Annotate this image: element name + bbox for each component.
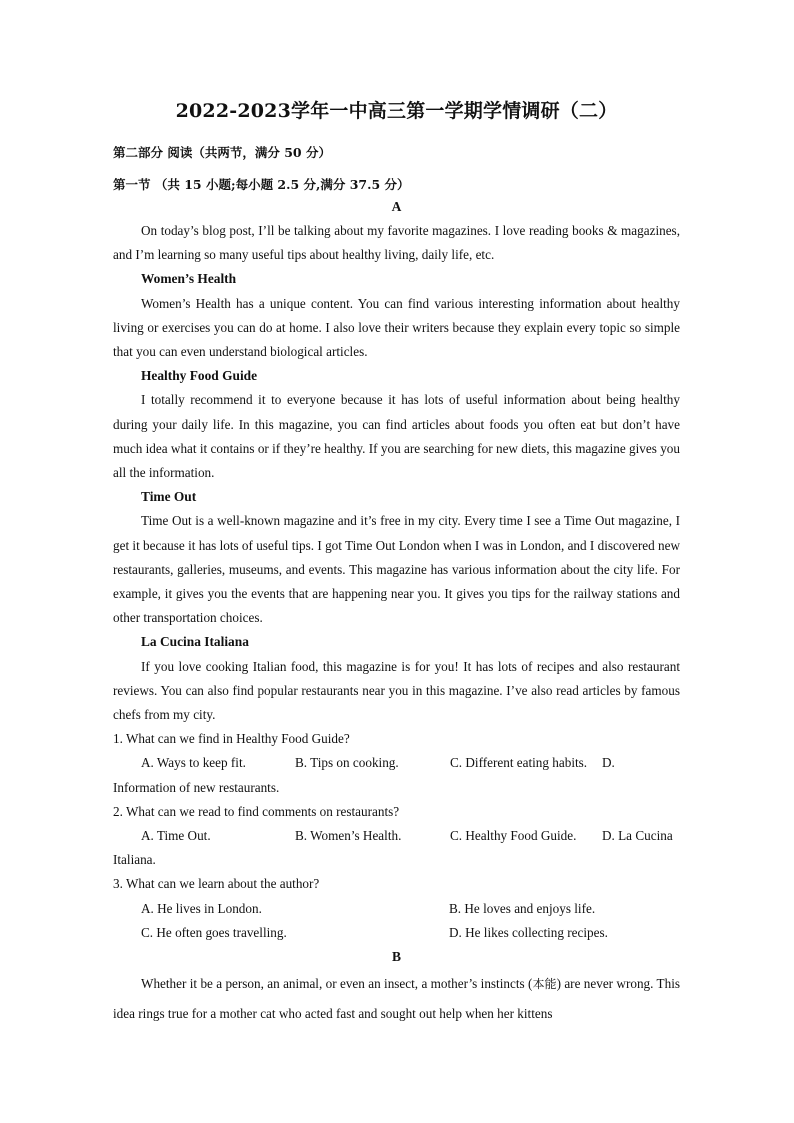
paragraph-time-out: Time Out is a well-known magazine and it’s free in my city. Every time I see a Time Out magazine, I get it because it has lots of useful tips. I got Time Out London when I was in London, and I discovered new restaurants, galleries, museums, and events. This magazine has various information about the city life. For example, it gives you the events that are happening near you. It gives you tips for the railway stations and other transportation choices. <box>113 513 680 626</box>
question-1-options <box>113 751 680 775</box>
magazine-heading-healthy-food-guide: Healthy Food Guide <box>141 368 258 384</box>
passage-a-intro: On today’s blog post, I’ll be talking about my favorite magazines. I love reading books & magazines, and I’m learning so many useful tips about healthy living, daily life, etc. <box>113 223 680 263</box>
paragraph-la-cucina: If you love cooking Italian food, this magazine is for you! It has lots of recipes and also restaurant reviews. You can also find popular restaurants near you in this magazine. I’ve also read articles by famous chefs from my city. <box>113 658 680 723</box>
q3-option-a: A. He lives in London. <box>141 900 262 916</box>
q1-option-d-continued: Information of new restaurants. <box>113 779 280 795</box>
q3-option-b: B. He loves and enjoys life. <box>449 900 596 916</box>
exam-title: 2022-2023学年一中高三第一学期学情调研（二） <box>175 100 618 122</box>
passage-b-text-after: ) are never wrong. This idea rings true for a mother cat who acted fast and sought out help when her kittens <box>113 976 680 1022</box>
q1-option-c: C. Different eating habits. <box>450 755 588 771</box>
q2-option-d-continued: Italiana. <box>113 852 156 868</box>
q2-option-a: A. Time Out. <box>141 828 211 844</box>
magazine-heading-la-cucina: La Cucina Italiana <box>141 634 249 650</box>
question-3-options-row-2 <box>113 921 680 945</box>
section-heading: 第一节 （共 15 小题;每小题 2.5 分,满分 37.5 分） <box>113 177 410 192</box>
question-1-stem: 1. What can we find in Healthy Food Guide? <box>113 731 350 747</box>
gloss-chinese: 本能 <box>532 977 557 992</box>
q2-option-b: B. Women’s Health. <box>295 828 402 844</box>
q2-option-d: D. La Cucina <box>602 828 673 844</box>
paragraph-womens-health: Women’s Health has a unique content. You can find various interesting information about healthy living or exercises you can do at home. I also love their writers because they explain every topic so simple that you can even understand biological articles. <box>113 295 680 360</box>
magazine-heading-womens-health: Women’s Health <box>141 271 237 287</box>
exam-page <box>113 96 680 1028</box>
passage-a-label: A <box>391 199 402 214</box>
q1-option-b: B. Tips on cooking. <box>295 755 399 771</box>
q3-option-c: C. He often goes travelling. <box>141 924 287 940</box>
question-2-stem: 2. What can we read to find comments on restaurants? <box>113 803 400 819</box>
question-3-options-row-1 <box>113 897 680 921</box>
passage-b-label: B <box>391 949 401 965</box>
question-3-stem: 3. What can we learn about the author? <box>113 876 320 892</box>
passage-b-text-before: Whether it be a person, an animal, or even an insect, a mother’s instincts ( <box>141 976 533 992</box>
paragraph-healthy-food-guide: I totally recommend it to everyone because it has lots of useful information about being healthy during your daily life. In this magazine, you can find articles about foods you often eat but don’t have much idea what it contains or if they’re healthy. If you are searching for new diets, this magazine gives you all the information. <box>113 392 680 481</box>
q1-option-a: A. Ways to keep fit. <box>141 755 246 771</box>
question-2-options <box>113 824 680 848</box>
passage-b-paragraph-1 <box>113 969 680 1028</box>
q2-option-c: C. Healthy Food Guide. <box>450 828 577 844</box>
magazine-heading-time-out: Time Out <box>141 489 197 505</box>
q3-option-d: D. He likes collecting recipes. <box>449 924 608 940</box>
q1-option-d: D. <box>602 755 615 771</box>
part-heading: 第二部分 阅读（共两节，满分 50 分） <box>113 145 331 160</box>
